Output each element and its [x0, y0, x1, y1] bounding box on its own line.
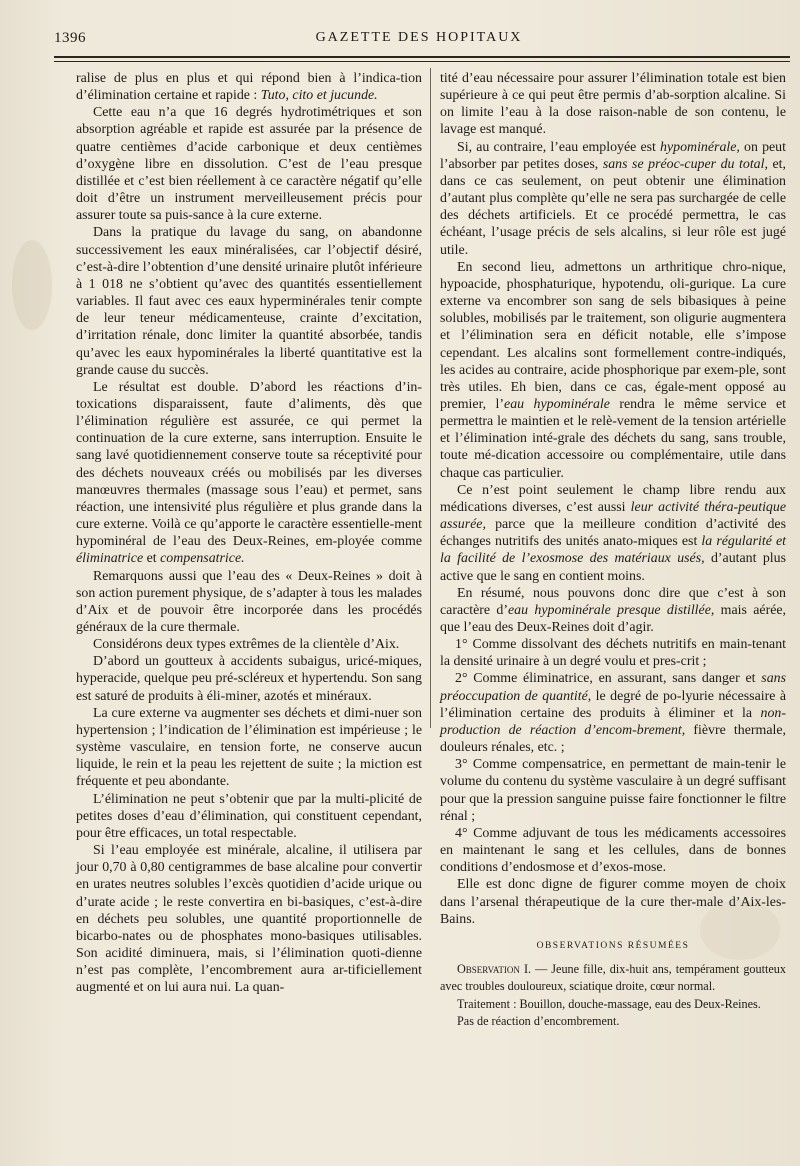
paragraph: ralise de plus en plus et qui répond bien à l’indica-tion d’élimination certaine et rapide : Tuto, cito et jucunde. — [76, 71, 422, 104]
paragraph: La cure externe va augmenter ses déchets et dimi-nuer son hypertension ; l’indication de l’élimination est impérieuse ; le système vasculaire, en tension forte, ne conserve aucun liquide, le rein et la peau les rejettent de suite ; la miction est fréquente et peu abondante. — [76, 705, 422, 790]
paragraph: Remarquons aussi que l’eau des « Deux-Reines » doit à son action purement physique, de s’adapter à tous les malades d’Aix et de pouvoir être incorporée dans les procédés généraux de la cure thermale. — [76, 568, 422, 635]
paragraph: Considérons deux types extrêmes de la clientèle d’Aix. — [93, 637, 400, 653]
paragraph: tité d’eau nécessaire pour assurer l’élimination totale est bien supérieure à ce qui peut être permis d’ab-sorption alcaline. Si on limite l’eau à la dose raison-nable de son contenu, le lavage est manqué. — [440, 71, 786, 138]
paragraph: Ce n’est point seulement le champ libre rendu aux médications diverses, c’est aussi leur activité théra-peutique assurée, parce que la meilleure condition d’activité des échanges nutritifs des unités anato-miques est la régularité et la facilité de l’exosmose des matériaux usés, d’autant plus active que le sang en contient moins. — [440, 482, 786, 584]
paragraph: Elle est donc digne de figurer comme moyen de choix dans l’arsenal thérapeutique de la cure ther-male d’Aix-les-Bains. — [440, 877, 786, 927]
page-number: 1396 — [54, 30, 86, 46]
paragraph: Cette eau n’a que 16 degrés hydrotimétriques et son absorption agréable et rapide est assurée par la présence de quatre centièmes d’acide carbonique et deux centièmes d’oxygène libre en dissolution. C’est de l’eau presque distillée et c’est bien réellement à ce caractère négatif qu’elle doit d’être un instrument merveilleusement précis pour assurer toute sa puis-sance à la cure externe. — [76, 105, 422, 224]
paragraph: 2° Comme éliminatrice, en assurant, sans danger et sans préoccupation de quantité, le degré de po-lyurie nécessaire à l’élimination certaine des produits à éliminer et la non-production de réaction d’encom-brement, fièvre thermale, douleurs rénales, etc. ; — [440, 671, 787, 756]
paragraph: D’abord un goutteux à accidents subaigus, uricé-miques, hyperacide, quelque peu pré-scléreux et hypertendu. Son sang est saturé de produits à éli-miner, azotés et minéraux. — [76, 654, 422, 704]
paper-stain — [12, 240, 52, 330]
column-divider — [430, 68, 431, 728]
page-header — [54, 30, 784, 52]
header-rule-thick — [54, 56, 790, 58]
paragraph: 1° Comme dissolvant des déchets nutritifs en main-tenant la densité urinaire à un degré voulu et pres-crit ; — [440, 637, 786, 670]
paragraph: En résumé, nous pouvons donc dire que c’est à son caractère d’eau hypominérale presque distillée, mais aérée, que l’eau des Deux-Reines doit d’agir. — [440, 585, 786, 635]
observations-body — [440, 961, 786, 1031]
paragraph: Si l’eau employée est minérale, alcaline, il utilisera par jour 0,70 à 0,80 centigrammes de base alcaline pour convertir en urates neutres solubles l’excès quotidien d’acide urique ou d’urate acide ; le reste convertira en bi-basiques, c’est-à-dire en déchets peu solubles, une quantité proportionnelle de bicarbo-nates ou de phosphates mono-basiques utilisables. Son acidité diminuera, mais, si l’élimination quoti-dienne n’est pas complète, l’encombrement aura ar-tificiellement augmenté et on lui aura nui. La quan- — [76, 843, 422, 996]
paragraph: Traitement : Bouillon, douche-massage, eau des Deux-Reines. — [457, 996, 761, 1011]
paragraph: Dans la pratique du lavage du sang, on abandonne successivement les eaux minéralisées, car l’objectif désiré, c’est-à-dire l’obtention d’une densité urinaire plutôt inférieure à 1 018 ne s’obtient qu’avec des quantités essentiellement variables. Il faut avec ces eaux hyperminérales tenir compte de leur teneur médicamenteuse, crainte d’excitation, d’irritation rénale, donc limiter la quantité absorbée, tandis qu’avec les eaux hypominérales la liberté quantitative est la grande cause du succès. — [76, 225, 422, 378]
paragraph: Si, au contraire, l’eau employée est hypominérale, on peut l’absorber par petites doses, sans se préoc-cuper du total, et, dans ce cas seulement, on peut obtenir une élimination d’autant plus complète qu’elle ne sera pas surchargée de celle des déchets artificiels. Et ce procédé permettra, le cas échéant, l’usage précis de sels alcalins, si leur rôle est jugé utile. — [440, 139, 786, 258]
paragraph: En second lieu, admettons un arthritique chro-nique, hypoacide, phosphaturique, hypotendu, oli-gurique. La cure externe va encombrer son sang de sels bibasiques à peine solubles, mobilisés par le traitement, son oligurie augmentera et l’élimination sera en déficit notable, elle s’impose cependant. Les alcalins sont formellement contre-indiqués, les acides au contraire, acide phosphorique par exem-ple, sont très utiles. Eh bien, dans ce cas, égale-ment opposé au premier, l’eau hypominérale rendra le même service et permettra le maintien et le relè-vement de la tension artérielle et l’élimination inté-grale des déchets du sang, sans trouble, toute mé-dication accessoire ou complémentaire, utile dans chaque cas particulier. — [440, 259, 786, 481]
right-column-text — [440, 70, 786, 928]
paragraph: 4° Comme adjuvant de tous les médicaments accessoires en maintenant le sang et les cellules, dans de bonnes conditions d’endosmose et d’exos-mose. — [440, 825, 786, 876]
header-rule-thin — [54, 61, 790, 62]
observations-title: OBSERVATIONS RÉSUMÉES — [536, 940, 690, 951]
paragraph: Observation I. — Jeune fille, dix-huit ans, tempérament goutteux avec troubles douloureux, sciatique droite, cœur normal. — [440, 961, 786, 994]
right-column — [440, 70, 786, 1031]
journal-title: GAZETTE DES HOPITAUX — [315, 30, 523, 45]
left-column — [76, 70, 422, 996]
paragraph: L’élimination ne peut s’obtenir que par la multi-plicité de petites doses d’eau d’élimination, qui constituent cependant, pour être efficaces, un total respectable. — [76, 791, 422, 841]
paragraph: Pas de réaction d’encombrement. — [457, 1014, 620, 1029]
paragraph: Le résultat est double. D’abord les réactions d’in-toxications disparaissent, faute d’aliments, dès que l’élimination régulière est assurée, ce qui permet la continuation de la cure externe, sans interruption. Ensuite le sang lavé quotidiennement conserve toute sa réceptivité pour des déchets nouveaux créés ou mobilisés par les diverses manœuvres thermales (massage sous l’eau) et permet, sans réaction, une intensivité plus régulière et plus grande dans la cure externe. Voilà ce qu’apporte le caractère essentielle-ment hypominéral de l’eau des Deux-Reines, em-ployée comme éliminatrice et compensatrice. — [76, 379, 422, 567]
paragraph: 3° Comme compensatrice, en permettant de main-tenir le volume du contenu du système vasculaire à un degré suffisant pour que la pression sanguine puisse faire fonctionner le filtre rénal ; — [440, 757, 786, 824]
